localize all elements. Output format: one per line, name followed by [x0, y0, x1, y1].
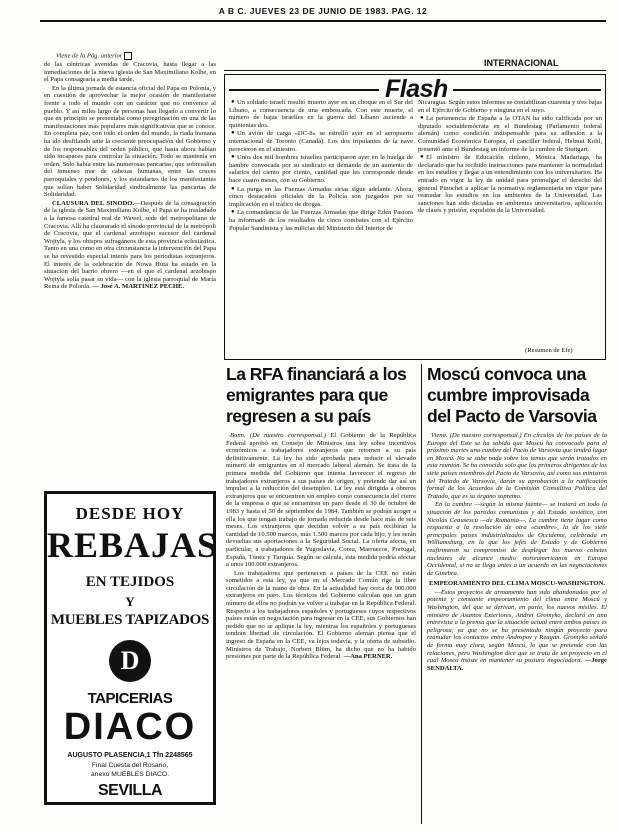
moscu-body-2: En la cumbre —según la misma fuente— se tratará en todo la situación de los partidos comunistas y del Estado soviético, con Nicolás Ceausescu —de Rumania—. La cumbre tiene lugar como respuesta a la resolución de otra «cumbre», la de los siete principales países industrializados de Occidente, celebrada en Williamsburg, en la que los jefes de Estado y de Gobierno reafirmaron su compromiso de desplegar los nuevos cohetes nucleares de alcance medio norteamericanos en Europa Occidental, si no se llega antes a un acuerdo en las negociaciones de Ginebra.	[427, 501, 607, 577]
rfa-article	[226, 432, 416, 826]
ad-muebles: MUEBLES TAPIZADOS	[50, 612, 210, 628]
ad-tejidos: EN TEJIDOS	[85, 574, 175, 590]
column-divider	[421, 364, 422, 824]
flash-item-6: ● La pertenencia de España a la OTAN ha sido calificada por un diputado socialdemócrata en el Bundestag (Parlamento federal alemán) como condición indispensable para su adhesión a la Comunidad Económica Europea, el canciller federal, Helmut Kohl, presentó ante el Bundestag un informe de la cumbre de Stuttgart.	[418, 115, 602, 153]
section-rule	[224, 70, 606, 71]
moscu-article	[427, 432, 607, 826]
flash-item-4: ● La purga en las Fuerzas Armadas sirias sigue adelante. Ahora, cinco destacados oficiales de la Policía son juzgados por su implicación en el tráfico de drogas.	[229, 186, 413, 209]
ad-address-2: Final Cuesta del Rosario,	[91, 762, 169, 769]
flash-credit: (Resumen de Efe)	[525, 347, 573, 354]
flash-item-7: ● El ministro de Educación chileno, Mónica Madariaga, ha declarado que ha recibido instrucciones para mantener la normalidad en los estudios y llegar a un entendimiento con los universitarios. Ha entrado en vigor la ley de unidad para promulgar el derecho del general Pinochet a aplicar la normativa reglamentaria en vigor para reanudar los estudios en los ambientes de la Universidad. Las sanciones han sido dictadas en ambientes universitarios, aplicación de clases y prisión, expulsión de la Universidad.	[418, 154, 602, 215]
clausura-text: —Después de la consagración de la iglesia de San Maximiliano Kolbe, el Papa se ha trasladado a la famosa catedral real de Wawel, sede del metropolitano de Cracovia. Allí ha clausurado el sínodo provincial de la metrópoli de Cracovia, que el cardenal arzobispo sucesor del cardenal Wojtyla, y los obispos sufragáneos de esta provincia eclesiástica. Tanto en una como en otra circunstancia la intervención del Papa se ha revestido especial interés para los periodistas extranjeros. El interés de la celebración de Nowa Huta ha estado en la situación del barrio obrero —en el que el cardenal arzobispo Wojtyla solía pasar su vida— con la iglesia parroquial de María Reina de Polonia.	[44, 199, 216, 291]
flash-item-1: ● Un soldado israelí resultó muerto ayer en un choque en el Sur del Líbano, a consecuencia de una emboscada. Con este muerte, el número de bajas israelíes en la guerra del Líbano asciende a quinientas dos.	[229, 99, 413, 129]
section-label: INTERNACIONAL	[484, 58, 559, 68]
continued-note: Viene de la Pág. anterior	[56, 52, 123, 60]
ad-rebajas: REBAJAS	[47, 525, 219, 565]
flash-rule-left	[229, 89, 379, 91]
moscu-sub-body: —Estos proyectos de armamento han sido abandonados por el potente y constante empeoramiento del clima entre Moscú y Washington, del que se derivan, en parte, los nuevos misiles. El ministro de Asuntos Exteriores, Andrei Gromyko, declaró en una entrevista a la prensa que la situación actual entre ambos países es peligrosa, ya que no se ha presentado ningún proyecto para reanudar los contactos entre Andropov y Reagan. Gromyko señaló de forma muy clara, según Moscú, lo que se pretende con las relaciones, pero Washington dice que se trata de un proyecto en el cual Moscú insiste en mantener su postura negociadora.	[427, 588, 607, 665]
rfa-signature: —Ana PERNER.	[343, 653, 393, 661]
moscu-signature: —Jorge SENDALTA.	[427, 657, 607, 672]
flash-left-column	[229, 99, 413, 357]
papa-para-1: de las céntricas avenidas de Cracovia, hasta llegar a las inmediaciones de la nueva iglesia de San Maximiliano Kolbe, en el Papa consagraría a media tarde.	[44, 61, 216, 84]
ad-tapicerias: TAPICERIAS	[87, 690, 173, 707]
ad-diaco: DIACO	[63, 706, 197, 748]
ad-y: Y	[125, 594, 135, 609]
moscu-dateline: Viena. (De nuestro corresponsal.)	[431, 432, 522, 439]
flash-box	[224, 74, 606, 360]
rfa-body: El Gobierno de la República Federal aprobó en Consejo de Ministros una ley sobre incentivos económicos a trabajadores extranjeros que retornen a su país definitivamente. La ley ha sido aprobada para reducir el elevado número de emigrantes en el mercado laboral alemán. Se trata de la primera medida del Gobierno que intenta favorecer el regreso de trabajadores extranjeros a sus países de origen, y pretende dar así un impulso a la reducción del desempleo. La ley está dirigida a obreros extranjeros que se encuentren sin empleo como consecuencia del cierre de la empresa o que se encuentren en paro desde el 30 de octubre de 1983 y hasta el 30 de septiembre de 1984. También se podrán acoger a ella los que tengan trabajo de jornada reducida desde hace más de seis meses. Los extranjeros que decidan volver a su país recibirán la cantidad de 10.500 marcos, más 1.500 marcos por cada hijo, y les serán devueltas sus aportaciones a la Seguridad Social. La oferta afecta, en particular, a trabajadores de Yugoslavia, Corea, Marruecos, Portugal, España, Túnez y Turquía. Según se calcula, esta medida podría afectar a unos 100.000 extranjeros.	[226, 432, 416, 569]
moscu-body: En círculos de los países de la Europa del Este se ha sabido que Moscú ha convocado para el próximo martes una cumbre del Pacto de Varsovia que tendrá lugar en Moscú. No se sabe nada sobre los temas que serán tratados en esta reunión. Se ha conocido solo que los primeros dirigentes de los siete países miembros del Pacto de Varsovia, así como sus ministros del Tratado de Varsovia, darán su aprobación a la ratificación formal de los Acuerdos de la Comisión Consultiva Política del Tratado, que es su órgano supremo.	[427, 432, 607, 500]
ad-address: AUGUSTO PLASENCIA,1 Tfn 2248565	[67, 752, 193, 759]
papa-article	[44, 52, 216, 484]
moscu-headline: Moscú convoca una cumbre improvisada del Pacto de Varsovia	[427, 364, 597, 426]
flash-item-2: ● Un avión de carga «DC-8» se estrelló ayer en el aeropuerto internacional de Toronto (Canadá). Los dos tripulantes de la nave perecieron en el siniestro.	[229, 130, 413, 153]
papa-signature: — José A. MARTINEZ PECHE.	[92, 283, 185, 291]
page-header: A B C. JUEVES 23 DE JUNIO DE 1983. PAG. 12	[218, 6, 428, 16]
rfa-headline: La RFA financiará a los emigrantes para que regresen a su país	[226, 364, 407, 426]
papa-para-2: En la última jornada de estancia oficial del Papa en Polonia, y en cuestión de aprovechar la mejor ocasión de manifestarse frente a todo el mundo con un carácter que no convence al pueblo. Y así miles largo de personas han llegado a convertir lo que en principio se presentaba como peregrinación en una de las manifestaciones más populares más significativas que se conoce. En completa paz, con todo el orden del mundo, la riada humana ha ido desfilando ante la creciente preocupación del Gobierno y de los responsables del orden público, que hasta ahora habían sido incapaces para controlar la situación. Todo se mantenía en orden. Sólo había entre las numerosas pancartas, que sobresalían del inmenso mar de cabezas humanas, entre las cruces parroquiales y pendones, y los estandartes de los manifestantes que solían haber Solidaridad sindicalmente las pancartas de Solidaridad.	[44, 84, 216, 199]
flash-right-intro: Nicaragua. Según estos informes se contabilizan cuarenta y tres bajas en el Ejército de Gobierno y ninguna en el suyo.	[418, 99, 602, 114]
ad-desde-hoy: DESDE HOY	[75, 504, 185, 523]
flash-title: Flash	[385, 75, 448, 103]
moscu-subhead: EMPEORAMIENTO DEL CLIMA MOSCU-WASHINGTON.	[429, 580, 605, 588]
flash-rule-right	[453, 89, 601, 91]
flash-right-column	[418, 99, 602, 347]
ad-address-3: anexo MUEBLES DIACO.	[90, 771, 170, 778]
rfa-body-2: Los trabajadores que pertenecen a países de la CEE no están sometidos a esta ley, ya que en el Mercado Común rige la libre circulación de la mano de obra. En la actualidad hay cerca de 900.000 extranjeros en paro. Los técnicos del Gobierno calculan que un gran número de ellos no podrán ya volver a trabajar en la República Federal. Respecto a los trabajadores españoles y portugueses cuyos respectivos países están en negociación para ingresar en la CEE, sus Gobiernos han pedido que no se aplique la ley, mientras los españoles y portugueses tendrán libertad de circulación. El Gobierno alemán piensa que el ingreso de España en la CEE, va lejos todavía, y la oferta de subsidio. Ministros de Trabajo, Norbert Blüm, ha dicho que no ha habido presiones por parte de la República Federal.	[226, 569, 416, 661]
diaco-ad	[44, 491, 219, 805]
rfa-dateline: Bonn. (De nuestro corresponsal.)	[230, 432, 326, 439]
box-icon	[124, 52, 132, 60]
flash-item-3: ● Unos dos mil hombres israelíes participaron ayer en la huelga de hambre convocada por su sindicato en demanda de un aumento de salarios del ciento por ciento, cantidad que les corresponde desde hace cuatro meses, con su Gobierno.	[229, 154, 413, 184]
diaco-logo: D	[109, 640, 151, 682]
ad-sevilla: SEVILLA	[97, 782, 163, 799]
clausura-lead: CLAUSURA DEL SINODO.	[52, 199, 134, 207]
flash-item-5: ● La comandancia de las Fuerzas Armadas que dirige Edén Pastora ha informado de los resultados de cinco combates con el Ejército Popular Sandinista y las milicias del Ministerio del Interior de	[229, 209, 413, 232]
header-rule	[40, 20, 606, 22]
